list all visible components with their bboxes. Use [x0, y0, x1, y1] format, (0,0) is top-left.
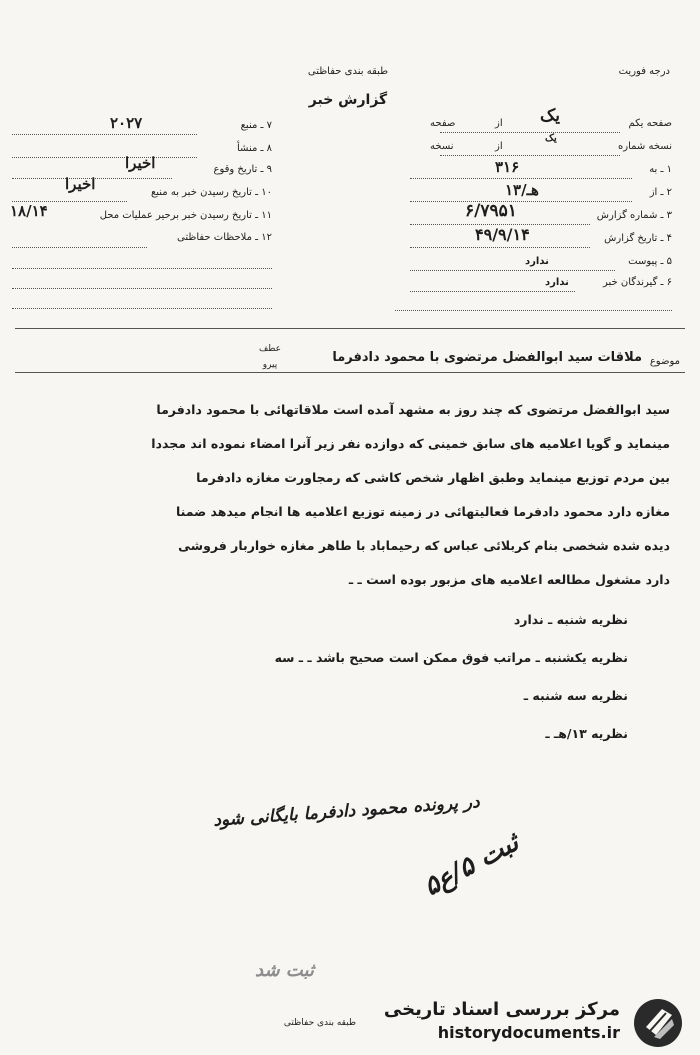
field-label: ۳ ـ شماره گزارش: [596, 210, 672, 221]
copy-value: یک: [545, 133, 557, 144]
note-13h: نظریه ۱۳/هـ ـ: [545, 726, 628, 741]
reference-label: عطف: [258, 344, 282, 354]
classification-bottom: طبقه بندی حفاظتی: [283, 1018, 357, 1028]
followup-label: پیرو: [262, 360, 278, 370]
body-line: مینماید و گویا اعلامیه های سابق خمینی که دوازده نفر زیر آنرا امضاء نموده اند مجددا: [151, 436, 670, 451]
field-label: ۱۰ ـ تاریخ رسیدن خبر به منبع: [150, 187, 272, 198]
watermark-url: historydocuments.ir: [437, 1023, 620, 1042]
note-tuesday: نظریه سه شنبه ـ: [523, 688, 628, 703]
handwritten-note: در پرونده محمود دادفرما بایگانی شود: [212, 792, 481, 831]
watermark-name: مرکز بررسی اسناد تاریخی: [383, 999, 620, 1020]
field-label: ۸ ـ منشأ: [236, 143, 272, 154]
report-title: گزارش خبر: [308, 92, 388, 108]
field-label: ۱ ـ به: [649, 164, 672, 175]
copy-unit: نسخه: [430, 141, 454, 152]
body-line: دارد مشغول مطالعه اعلامیه های مزبور بوده است ـ ـ: [348, 572, 670, 587]
field-date-received-unit: [10, 202, 272, 226]
signature: ثبت ۵/ع۵: [418, 827, 524, 903]
page-label: صفحه یکم: [628, 118, 672, 129]
field-label: ۲ ـ از: [649, 187, 672, 198]
field-label: ۱۲ ـ ملاحظات حفاظتی: [177, 232, 272, 243]
field-label: ۹ ـ تاریخ وقوع: [213, 164, 272, 175]
subject-label: موضوع: [649, 356, 680, 367]
stamp-scrawl: ثبت شد: [255, 960, 314, 981]
field-value: ۲۰۲۷: [110, 114, 143, 132]
field-label: ۶ ـ گیرندگان خبر: [602, 277, 672, 288]
field-label: ۱۱ ـ تاریخ رسیدن خبر برحیر عملیات محل: [99, 210, 272, 221]
field-value: ۴۹/۹/۱۴: [475, 225, 530, 244]
note-sunday: نظریه یکشنبه ـ مراتب فوق ممکن است صحیح باشد ـ ـ سه: [274, 650, 628, 665]
field-label: ۵ ـ پیوست: [628, 256, 672, 267]
field-label: ۴ ـ تاریخ گزارش: [604, 233, 672, 244]
body-line: بین مردم توزیع مینماید وطبق اظهار شخص کاشی که رمجاورت مغازه دادفرما: [196, 470, 670, 485]
field-value: اخیرا: [125, 154, 156, 172]
copy-from: از: [495, 141, 503, 152]
page-from: از: [495, 118, 503, 129]
field-value: ۳۱۶: [495, 158, 520, 176]
page-value: یک: [540, 106, 560, 126]
classification-top: طبقه بندی حفاظتی: [307, 66, 389, 77]
body-line: مغازه دارد محمود دادفرما فعالیتهائی در زمینه توزیع اعلامیه ها انجام میدهد ضمنا: [175, 504, 670, 519]
field-label: ۷ ـ منبع: [240, 120, 272, 131]
archive-logo-icon: [632, 997, 684, 1049]
subject-row: [30, 344, 680, 380]
field-value: ۱۸/۱۴: [10, 202, 48, 220]
field-security-notes: [10, 232, 272, 248]
field-value: ندارد: [525, 256, 549, 267]
note-saturday: نظریه شنبه ـ ندارد: [513, 612, 628, 627]
body-line: دیده شده شخصی بنام کربلائی عباس که رحیماباد با طاهر مغازه خواربار فروشی: [178, 538, 670, 553]
reference-box: [240, 344, 300, 370]
subject-text: ملاقات سید ابوالفضل مرتضوی با محمود دادفرما: [332, 350, 642, 365]
page-unit: صفحه: [430, 118, 456, 129]
watermark: [383, 995, 690, 1050]
field-value: ۱۳/هـ: [505, 181, 539, 199]
field-value: اخیرا: [65, 175, 96, 193]
priority-label: درجه فوریت: [618, 66, 670, 77]
body-line: سید ابوالفضل مرتضوی که چند روز به مشهد آمده است ملاقاتهائی با محمود دادفرما: [156, 402, 670, 417]
field-value: ۶/۷۹۵۱: [465, 201, 517, 221]
copy-label: نسخه شماره: [618, 141, 672, 152]
field-value: ندارد: [545, 277, 569, 288]
